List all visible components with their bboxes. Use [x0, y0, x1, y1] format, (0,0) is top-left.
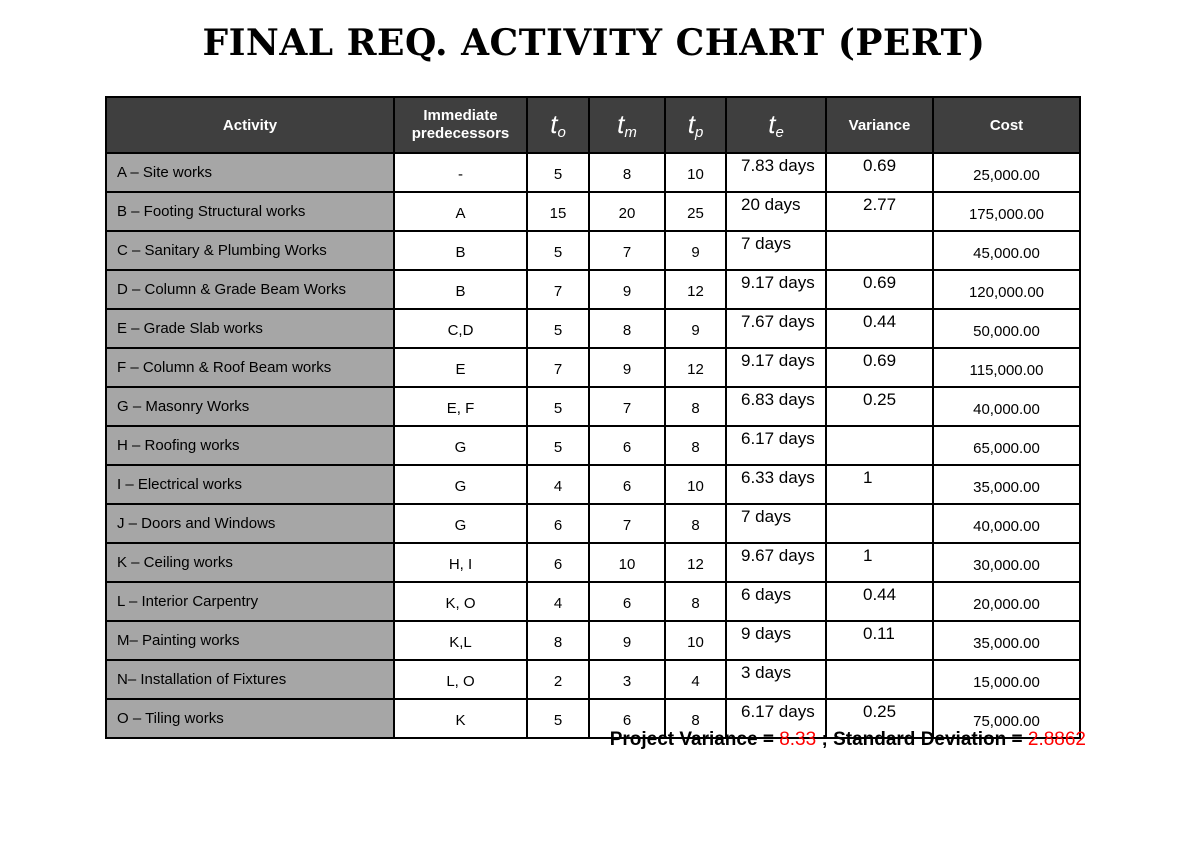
table-row — [106, 426, 1080, 465]
cell-cost: 30,000.00 — [933, 543, 1080, 582]
cell-variance: 0.25 — [826, 387, 933, 426]
cell-variance: 1 — [826, 465, 933, 504]
cell-cost: 115,000.00 — [933, 348, 1080, 387]
cell-activity: O – Tiling works — [106, 699, 394, 738]
cell-to: 5 — [527, 387, 589, 426]
table-row — [106, 465, 1080, 504]
cell-tm: 9 — [589, 621, 665, 660]
table-header-row — [106, 97, 1080, 153]
cell-tm: 8 — [589, 309, 665, 348]
standard-deviation-label: ; Standard Deviation = — [816, 729, 1028, 750]
cell-te: 3 days — [726, 660, 826, 699]
cell-tp: 8 — [665, 504, 726, 543]
cell-variance: 2.77 — [826, 192, 933, 231]
cell-tm: 9 — [589, 270, 665, 309]
cell-predecessors: G — [394, 426, 527, 465]
header-te-base: t — [768, 109, 776, 139]
cell-cost: 20,000.00 — [933, 582, 1080, 621]
cell-predecessors: - — [394, 153, 527, 192]
cell-activity: L – Interior Carpentry — [106, 582, 394, 621]
cell-activity: J – Doors and Windows — [106, 504, 394, 543]
header-t-optimistic — [527, 97, 589, 153]
page-title: FINAL REQ. ACTIVITY CHART (PERT) — [202, 22, 986, 64]
cell-tp: 8 — [665, 699, 726, 738]
cell-activity: F – Column & Roof Beam works — [106, 348, 394, 387]
cell-tm: 3 — [589, 660, 665, 699]
standard-deviation-value: 2.8862 — [1027, 729, 1086, 750]
cell-te: 6.17 days — [726, 426, 826, 465]
header-predecessors-line1: Immediate — [423, 107, 498, 124]
cell-to: 6 — [527, 504, 589, 543]
cell-tp: 12 — [665, 270, 726, 309]
cell-to: 5 — [527, 426, 589, 465]
cell-tp: 8 — [665, 582, 726, 621]
project-variance-label: Project Variance = — [609, 729, 780, 750]
header-immediate-predecessors — [394, 97, 527, 153]
cell-te: 6.83 days — [726, 387, 826, 426]
cell-predecessors: C,D — [394, 309, 527, 348]
cell-to: 5 — [527, 231, 589, 270]
table-row — [106, 348, 1080, 387]
cell-to: 4 — [527, 582, 589, 621]
header-tm-base: t — [617, 109, 625, 139]
cell-tm: 6 — [589, 699, 665, 738]
header-to-base: t — [550, 109, 558, 139]
cell-te: 7.83 days — [726, 153, 826, 192]
cell-tm: 7 — [589, 231, 665, 270]
cell-te: 9.17 days — [726, 348, 826, 387]
header-activity: Activity — [106, 97, 394, 153]
cell-to: 8 — [527, 621, 589, 660]
cell-tp: 12 — [665, 543, 726, 582]
cell-te: 7 days — [726, 231, 826, 270]
project-summary — [610, 729, 1086, 751]
table-row — [106, 270, 1080, 309]
cell-cost: 35,000.00 — [933, 465, 1080, 504]
cell-tm: 6 — [589, 582, 665, 621]
cell-cost: 65,000.00 — [933, 426, 1080, 465]
cell-to: 7 — [527, 270, 589, 309]
header-cost: Cost — [933, 97, 1080, 153]
cell-te: 6.17 days — [726, 699, 826, 738]
cell-variance — [826, 504, 933, 543]
cell-variance: 0.44 — [826, 582, 933, 621]
cell-cost: 25,000.00 — [933, 153, 1080, 192]
cell-to: 15 — [527, 192, 589, 231]
cell-predecessors: B — [394, 231, 527, 270]
cell-activity: D – Column & Grade Beam Works — [106, 270, 394, 309]
cell-variance — [826, 660, 933, 699]
table-row — [106, 153, 1080, 192]
cell-activity: B – Footing Structural works — [106, 192, 394, 231]
cell-tp: 4 — [665, 660, 726, 699]
table-row — [106, 192, 1080, 231]
cell-activity: N– Installation of Fixtures — [106, 660, 394, 699]
cell-tm: 7 — [589, 504, 665, 543]
cell-tp: 9 — [665, 231, 726, 270]
cell-activity: C – Sanitary & Plumbing Works — [106, 231, 394, 270]
cell-cost: 40,000.00 — [933, 387, 1080, 426]
cell-cost: 40,000.00 — [933, 504, 1080, 543]
cell-cost: 50,000.00 — [933, 309, 1080, 348]
cell-tp: 10 — [665, 465, 726, 504]
project-variance-value: 8.33 — [779, 729, 817, 750]
cell-activity: I – Electrical works — [106, 465, 394, 504]
table-row — [106, 231, 1080, 270]
cell-cost: 45,000.00 — [933, 231, 1080, 270]
cell-to: 5 — [527, 699, 589, 738]
cell-variance: 0.69 — [826, 153, 933, 192]
cell-variance: 0.25 — [826, 699, 933, 738]
cell-te: 7 days — [726, 504, 826, 543]
table-row — [106, 621, 1080, 660]
cell-cost: 75,000.00 — [933, 699, 1080, 738]
cell-variance — [826, 426, 933, 465]
header-variance: Variance — [826, 97, 933, 153]
cell-activity: M– Painting works — [106, 621, 394, 660]
cell-to: 5 — [527, 309, 589, 348]
cell-to: 5 — [527, 153, 589, 192]
cell-predecessors: H, I — [394, 543, 527, 582]
cell-variance: 0.44 — [826, 309, 933, 348]
cell-variance: 0.69 — [826, 348, 933, 387]
cell-predecessors: E, F — [394, 387, 527, 426]
cell-to: 4 — [527, 465, 589, 504]
cell-variance: 0.69 — [826, 270, 933, 309]
cell-te: 7.67 days — [726, 309, 826, 348]
cell-predecessors: B — [394, 270, 527, 309]
header-tp-sub: p — [694, 124, 704, 141]
cell-tm: 9 — [589, 348, 665, 387]
cell-to: 6 — [527, 543, 589, 582]
cell-predecessors: K, O — [394, 582, 527, 621]
header-tp-base: t — [687, 109, 695, 139]
cell-tm: 20 — [589, 192, 665, 231]
cell-tm: 8 — [589, 153, 665, 192]
cell-to: 7 — [527, 348, 589, 387]
cell-tm: 10 — [589, 543, 665, 582]
table-row — [106, 543, 1080, 582]
cell-variance: 1 — [826, 543, 933, 582]
cell-te: 6.33 days — [726, 465, 826, 504]
cell-predecessors: K — [394, 699, 527, 738]
cell-tp: 10 — [665, 621, 726, 660]
cell-cost: 120,000.00 — [933, 270, 1080, 309]
cell-te: 9.17 days — [726, 270, 826, 309]
header-t-pessimistic — [665, 97, 726, 153]
table-row — [106, 660, 1080, 699]
cell-to: 2 — [527, 660, 589, 699]
cell-cost: 15,000.00 — [933, 660, 1080, 699]
cell-variance — [826, 231, 933, 270]
cell-te: 9 days — [726, 621, 826, 660]
pert-activity-table — [105, 96, 1081, 739]
cell-cost: 35,000.00 — [933, 621, 1080, 660]
cell-tp: 8 — [665, 426, 726, 465]
cell-te: 9.67 days — [726, 543, 826, 582]
cell-activity: A – Site works — [106, 153, 394, 192]
cell-predecessors: A — [394, 192, 527, 231]
header-predecessors-line2: predecessors — [411, 125, 510, 142]
cell-tm: 6 — [589, 465, 665, 504]
cell-predecessors: L, O — [394, 660, 527, 699]
table-row — [106, 387, 1080, 426]
cell-activity: H – Roofing works — [106, 426, 394, 465]
cell-predecessors: G — [394, 504, 527, 543]
cell-predecessors: K,L — [394, 621, 527, 660]
cell-te: 6 days — [726, 582, 826, 621]
cell-activity: E – Grade Slab works — [106, 309, 394, 348]
cell-cost: 175,000.00 — [933, 192, 1080, 231]
cell-tm: 6 — [589, 426, 665, 465]
table-row — [106, 504, 1080, 543]
cell-tp: 25 — [665, 192, 726, 231]
cell-tp: 10 — [665, 153, 726, 192]
cell-tp: 12 — [665, 348, 726, 387]
cell-activity: K – Ceiling works — [106, 543, 394, 582]
cell-predecessors: E — [394, 348, 527, 387]
cell-variance: 0.11 — [826, 621, 933, 660]
cell-tp: 8 — [665, 387, 726, 426]
header-tm-sub: m — [624, 124, 637, 141]
table-row — [106, 309, 1080, 348]
cell-te: 20 days — [726, 192, 826, 231]
header-to-sub: o — [557, 124, 566, 141]
cell-predecessors: G — [394, 465, 527, 504]
header-t-most-likely — [589, 97, 665, 153]
table-row — [106, 582, 1080, 621]
header-te-sub: e — [775, 124, 784, 141]
cell-activity: G – Masonry Works — [106, 387, 394, 426]
header-t-expected — [726, 97, 826, 153]
cell-tp: 9 — [665, 309, 726, 348]
cell-tm: 7 — [589, 387, 665, 426]
